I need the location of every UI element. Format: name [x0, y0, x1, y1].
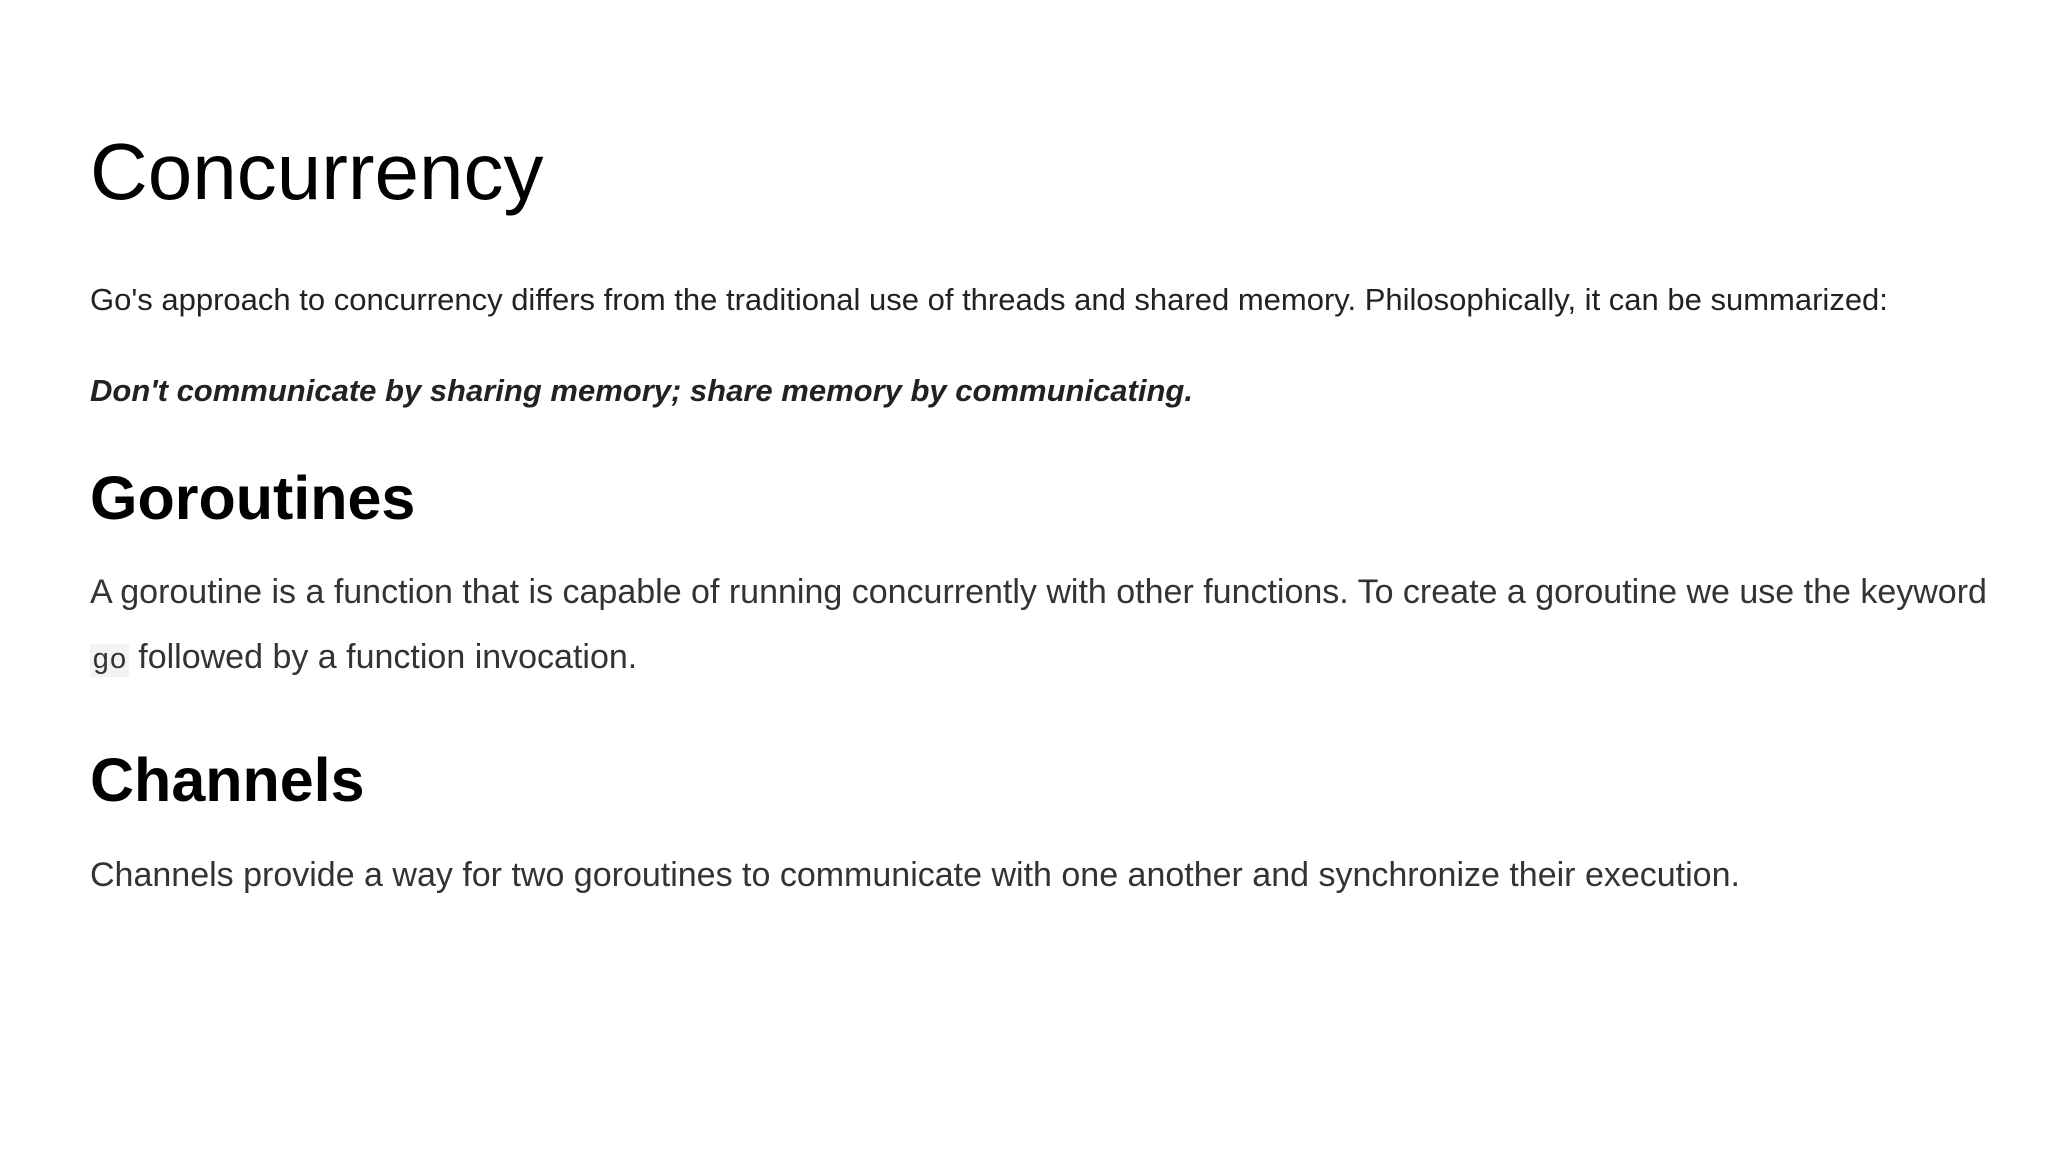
goroutines-text-before: A goroutine is a function that is capable of running concurrently with other functions. To create a goroutine we use the keyword [90, 573, 1987, 611]
channels-paragraph: Channels provide a way for two goroutines to communicate with one another and synchronize their execution. [90, 856, 1740, 894]
go-keyword-code: go [92, 644, 127, 677]
goroutines-text-after: followed by a function invocation. [128, 638, 638, 676]
goroutines-heading: Goroutines [90, 464, 416, 532]
intro-paragraph: Go's approach to concurrency differs from the traditional use of threads and shared memory. Philosophically, it can be summarized: [90, 282, 1888, 317]
quote-paragraph: Don't communicate by sharing memory; share memory by communicating. [90, 373, 1193, 408]
goroutines-paragraph [90, 560, 2000, 693]
page-title: Concurrency [90, 127, 544, 216]
channels-heading: Channels [90, 746, 365, 814]
